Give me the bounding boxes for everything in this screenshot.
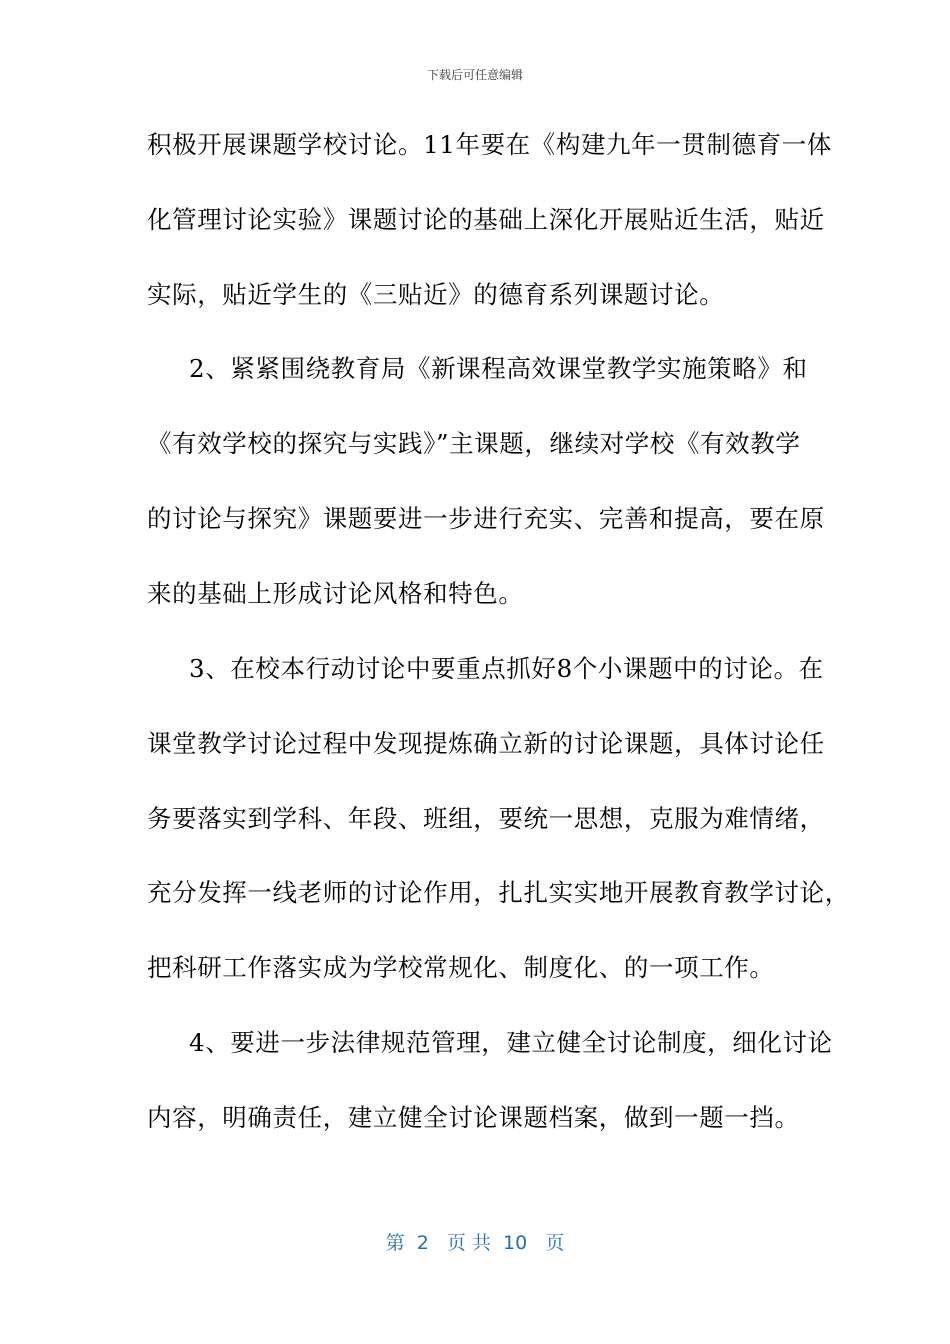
body-line: 化管理讨论实验》课题讨论的基础上深化开展贴近生活，贴近 xyxy=(147,205,825,234)
body-line: 课堂教学讨论过程中发现提炼确立新的讨论课题，具体讨论任 xyxy=(147,729,825,758)
paragraph-start-line: 3、在校本行动讨论中要重点抓好8个小课题中的讨论。在 xyxy=(189,654,824,683)
paragraph-start-line: 4、要进一步法律规范管理，建立健全讨论制度，细化讨论 xyxy=(189,1028,833,1057)
body-line: 充分发挥一线老师的讨论作用，扎扎实实地开展教育教学讨论， xyxy=(147,878,850,907)
body-line: 务要落实到学科、年段、班组，要统一思想，克服为难情绪， xyxy=(147,804,825,833)
paragraph-start-line: 2、紧紧围绕教育局《新课程高效课堂教学实施策略》和 xyxy=(189,354,808,383)
body-line: 《有效学校的探究与实践》”主课题，继续对学校《有效教学 xyxy=(147,429,801,458)
body-line: 把科研工作落实成为学校常规化、制度化、的一项工作。 xyxy=(147,953,775,982)
body-line: 来的基础上形成讨论风格和特色。 xyxy=(147,579,524,608)
header-note: 下载后可任意编辑 xyxy=(426,68,523,82)
body-line: 实际，贴近学生的《三贴近》的德育系列课题讨论。 xyxy=(147,280,725,309)
body-line: 内容，明确责任，建立健全讨论课题档案，做到一题一挡。 xyxy=(147,1103,800,1132)
page-number-footer: 第 2 页 共 10 页 xyxy=(385,1232,565,1254)
body-line: 的讨论与探究》课题要进一步进行充实、完善和提高，要在原 xyxy=(147,504,825,533)
body-line: 积极开展课题学校讨论。11年要在《构建九年一贯制德育一体 xyxy=(147,130,832,159)
